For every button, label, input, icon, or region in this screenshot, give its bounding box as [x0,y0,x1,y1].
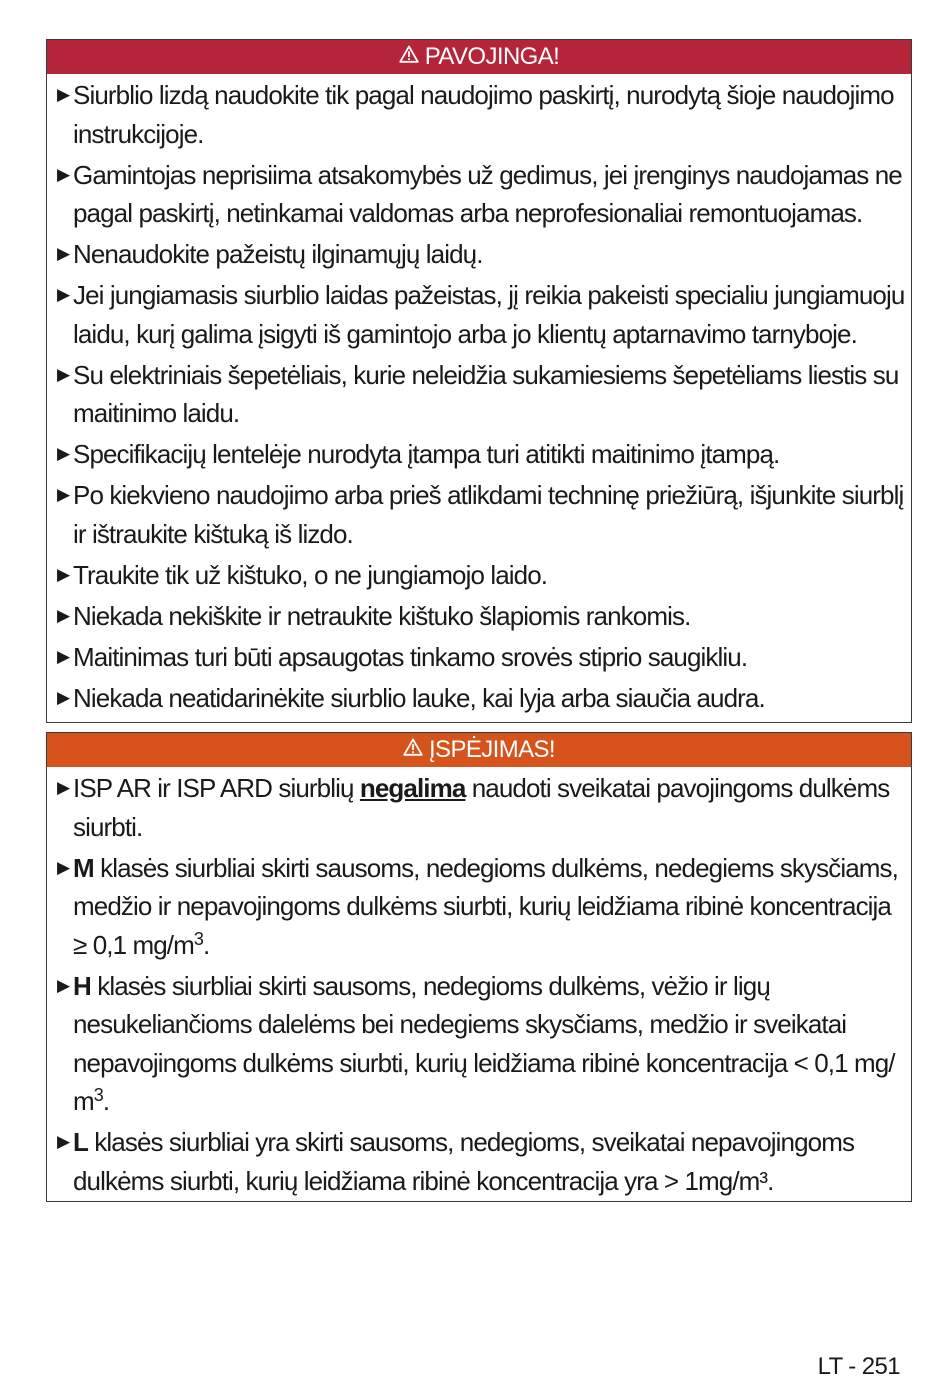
list-item: ▶ Po kiekvieno naudojimo arba prieš atlikdami techninę priežiūrą, išjunkite siurblį ir ištraukite kištuką iš lizdo. [57,476,907,553]
class-letter: H [73,970,91,1001]
danger-title: PAVOJINGA! [424,43,560,70]
bullet-icon: ▶ [57,778,70,797]
list-item: ▶ L klasės siurbliai yra skirti sausoms, nedegioms, sveikatai nepavojingoms dulkėms siurbti, kurių leidžiama ribinė koncentracija yra > 1mg/m³. [57,1123,907,1200]
danger-header [47,40,911,74]
emphasis-text: negalima [359,773,466,803]
list-item: ▶ Siurblio lizdą naudokite tik pagal naudojimo paskirtį, nurodytą šioje naudojimo instrukcijoje. [57,76,907,153]
list-item: ▶ Gamintojas neprisiima atsakomybės už gedimus, jei įrenginys naudojamas ne pagal paskirtį, netinkamai valdomas arba neprofesionaliai remontuojamas. [57,156,907,233]
list-item: ▶ Traukite tik už kištuko, o ne jungiamojo laido. [57,556,907,595]
bullet-icon: ▶ [57,857,70,877]
danger-box [46,39,912,723]
warning-triangle-icon [403,735,423,763]
list-item: ▶ Jei jungiamasis siurblio laidas pažeistas, jį reikia pakeisti specialiu jungiamuoju laidu, kurį galima įsigyti iš gamintojo arba jo klientų aptarnavimo tarnyboje. [57,276,907,353]
class-letter: M [73,852,94,883]
bullet-icon: ▶ [57,364,70,384]
bullet-icon: ▶ [57,1132,70,1151]
list-item: ▶ Maitinimas turi būti apsaugotas tinkamo srovės stiprio saugikliu. [57,638,907,677]
danger-list [47,74,911,717]
bullet-icon: ▶ [57,485,70,504]
bullet-icon: ▶ [57,975,70,995]
class-letter: L [73,1127,88,1157]
list-item: ▶ H klasės siurbliai skirti sausoms, nedegioms dulkėms, vėžio ir ligų nesukeliančioms dalelėms bei nedegiems skysčiams, medžio ir sveikatai nepavojingoms dulkėms siurbti, kurių leidžiama ribinė koncentracija < 0,1 mg/ $m^3$. [57,967,907,1121]
warning-title: ĮSPĖJIMAS! [428,736,556,763]
bullet-icon: ▶ [57,564,70,584]
list-item: ▶ ISP AR ir ISP ARD siurblių negalima naudoti sveikatai pavojingoms dulkėms siurbti. [57,769,907,846]
bullet-icon: ▶ [57,605,70,625]
bullet-icon: ▶ [57,285,70,304]
list-item: ▶ Nenaudokite pažeistų ilginamųjų laidų. [57,235,907,274]
list-item: ▶ Su elektriniais šepetėliais, kurie neleidžia sukamiesiems šepetėliams liestis su maitinimo laidu. [57,356,907,433]
bullet-icon: ▶ [57,646,70,666]
warning-header [47,733,911,767]
warning-box [46,732,912,1202]
bullet-icon: ▶ [57,244,70,263]
warning-list [47,767,911,1200]
bullet-icon: ▶ [57,687,70,707]
page-number: LT - 251 [817,1353,900,1380]
warning-triangle-icon [399,42,419,70]
bullet-icon: ▶ [57,85,70,104]
list-item: ▶ Specifikacijų lentelėje nurodyta įtampa turi atitikti maitinimo įtampą. [57,435,907,474]
bullet-icon: ▶ [57,444,70,463]
list-item: ▶ Niekada neatidarinėkite siurblio lauke, kai lyja arba siaučia audra. [57,679,907,718]
bullet-icon: ▶ [57,164,70,184]
list-item: ▶ M klasės siurbliai skirti sausoms, nedegioms dulkėms, nedegiems skysčiams, medžio ir nepavojingoms dulkėms siurbti, kurių leidžiama ribinė koncentracija ≥ 0,1 $mg/m^3$. [57,849,907,965]
list-item: ▶ Niekada nekiškite ir netraukite kištuko šlapiomis rankomis. [57,597,907,636]
